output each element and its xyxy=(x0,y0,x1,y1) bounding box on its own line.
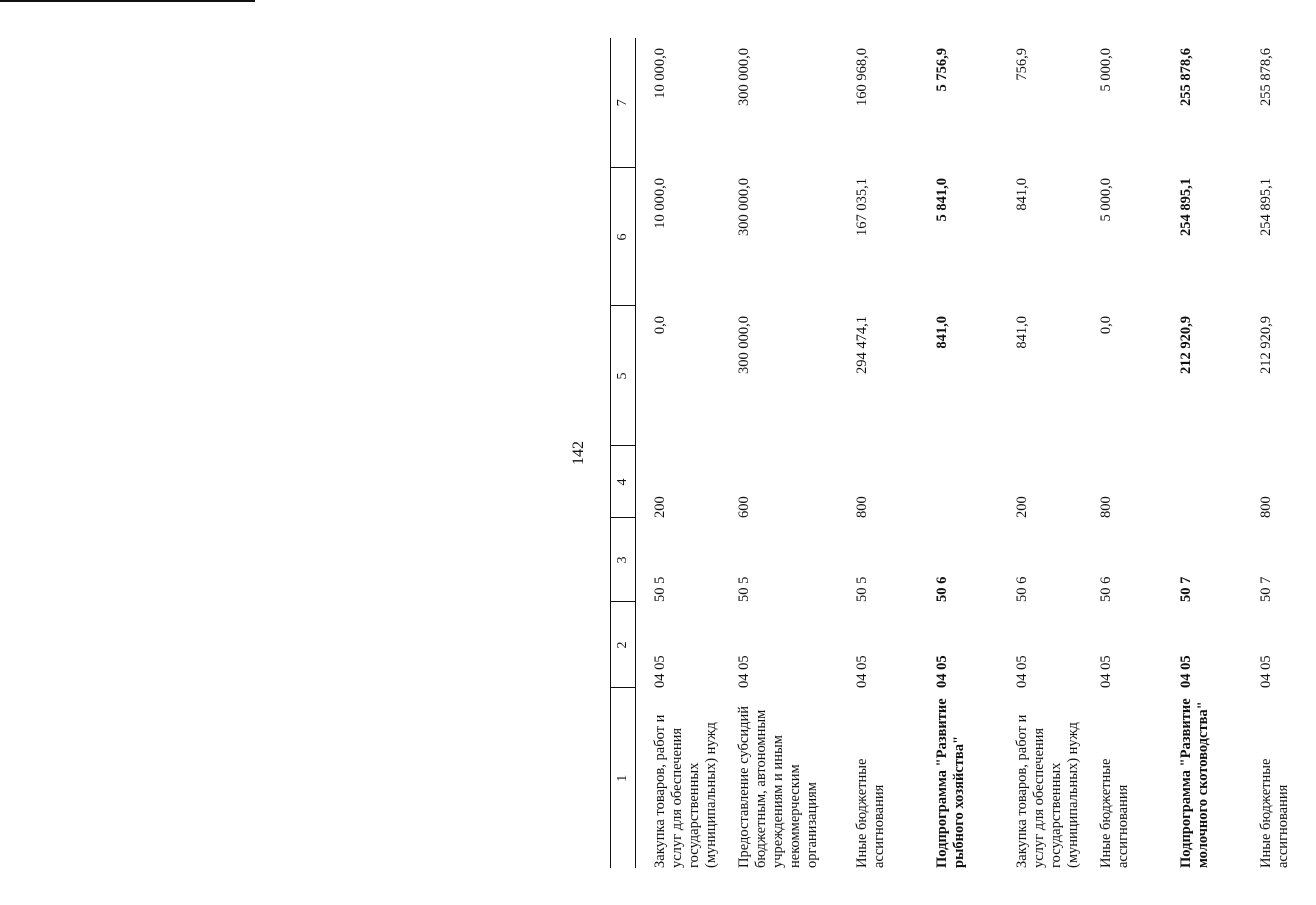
expense-type-code: 600 xyxy=(736,496,752,518)
budget-table xyxy=(610,38,1316,868)
row-name: Иные бюджетные ассигнования xyxy=(1098,758,1131,868)
program-code: 50 6 xyxy=(1098,576,1114,602)
expense-type-code xyxy=(1162,446,1242,518)
row-name: Предоставление субсидий бюджетным, автономным учреждениям и иным некоммерческим организациям xyxy=(736,705,820,868)
row-name: Иные бюджетные ассигнования xyxy=(1258,758,1291,868)
top-rule xyxy=(0,0,255,2)
row-name: Иные бюджетные ассигнования xyxy=(854,758,887,868)
amount-col5: 841,0 xyxy=(934,316,950,349)
section-code: 04 05 xyxy=(1258,655,1274,688)
table-row xyxy=(720,38,838,868)
section-code: 04 05 xyxy=(1098,655,1114,688)
amount-col6: 5 841,0 xyxy=(934,178,950,222)
expense-type-code: 800 xyxy=(1098,496,1114,518)
table-row-subprogram xyxy=(918,38,998,868)
amount-col5: 0,0 xyxy=(1098,316,1114,335)
row-name: Подпрограмма "Развитие молочного скотоводства" xyxy=(1178,698,1211,868)
expense-type-code: 800 xyxy=(1258,496,1274,518)
header-cell: 4 xyxy=(611,446,636,518)
row-name: Подпрограмма "Развитие рыбного хозяйства" xyxy=(934,698,967,868)
expense-type-code: 200 xyxy=(652,496,668,518)
table-row xyxy=(1082,38,1162,868)
amount-col5: 841,0 xyxy=(1014,316,1030,349)
amount-col6: 5 000,0 xyxy=(1098,178,1114,222)
amount-col7: 756,9 xyxy=(1014,48,1030,81)
table-row xyxy=(838,38,918,868)
amount-col7: 255 878,6 xyxy=(1258,48,1274,106)
section-code: 04 05 xyxy=(652,655,668,688)
amount-col7: 300 000,0 xyxy=(736,48,752,106)
header-cell: 2 xyxy=(611,602,636,688)
table-row xyxy=(636,38,721,868)
section-code: 04 05 xyxy=(934,655,950,688)
program-code: 50 6 xyxy=(934,576,950,602)
program-code: 50 5 xyxy=(854,576,870,602)
amount-col7: 255 878,6 xyxy=(1178,48,1194,106)
program-code: 50 5 xyxy=(736,576,752,602)
program-code: 50 6 xyxy=(1014,576,1030,602)
amount-col7: 160 968,0 xyxy=(854,48,870,106)
header-cell: 1 xyxy=(611,688,636,868)
rotated-table-sheet xyxy=(570,38,1291,868)
amount-col5: 212 920,9 xyxy=(1258,316,1274,374)
expense-type-code xyxy=(918,446,998,518)
amount-col7: 10 000,0 xyxy=(652,48,668,99)
program-code: 50 5 xyxy=(652,576,668,602)
table-row xyxy=(1242,38,1316,868)
amount-col6: 300 000,0 xyxy=(736,178,752,236)
amount-col6: 841,0 xyxy=(1014,178,1030,211)
amount-col7: 5 756,9 xyxy=(934,48,950,92)
header-cell: 7 xyxy=(611,38,636,168)
section-code: 04 05 xyxy=(1178,655,1194,688)
amount-col6: 167 035,1 xyxy=(854,178,870,236)
header-cell: 5 xyxy=(611,306,636,446)
amount-col5: 294 474,1 xyxy=(854,316,870,374)
section-code: 04 05 xyxy=(1014,655,1030,688)
expense-type-code: 800 xyxy=(854,496,870,518)
page-number: 142 xyxy=(570,441,587,465)
amount-col5: 300 000,0 xyxy=(736,316,752,374)
expense-type-code: 200 xyxy=(1014,496,1030,518)
header-row xyxy=(611,38,636,868)
program-code: 50 7 xyxy=(1258,576,1274,602)
row-name: Закупка товаров, работ и услуг для обеспечения государственных (муниципальных) нужд xyxy=(652,714,719,868)
row-name: Закупка товаров, работ и услуг для обеспечения государственных (муниципальных) нужд xyxy=(1014,714,1081,868)
header-cell: 3 xyxy=(611,518,636,602)
amount-col7: 5 000,0 xyxy=(1098,48,1114,92)
table-row-subprogram xyxy=(1162,38,1242,868)
program-code: 50 7 xyxy=(1178,576,1194,602)
amount-col6: 254 895,1 xyxy=(1178,178,1194,236)
header-cell: 6 xyxy=(611,168,636,306)
amount-col6: 10 000,0 xyxy=(652,178,668,229)
amount-col5: 212 920,9 xyxy=(1178,316,1194,374)
amount-col5: 0,0 xyxy=(652,316,668,335)
section-code: 04 05 xyxy=(854,655,870,688)
section-code: 04 05 xyxy=(736,655,752,688)
table-row xyxy=(998,38,1082,868)
amount-col6: 254 895,1 xyxy=(1258,178,1274,236)
